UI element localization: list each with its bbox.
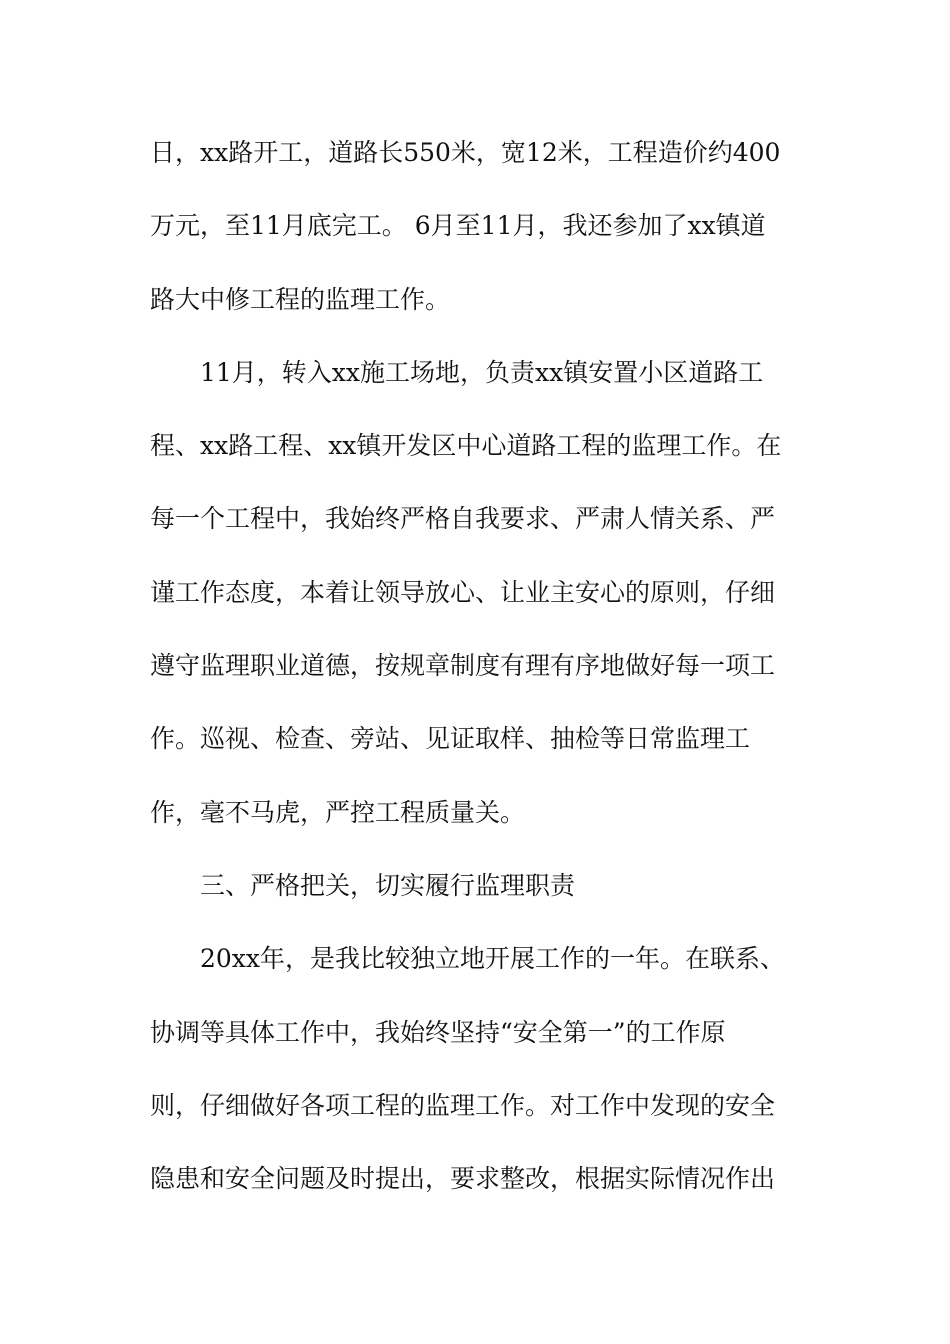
- text-line: 每一个工程中，我始终严格自我要求、严肃人情关系、严: [150, 504, 776, 534]
- text-line: 作。巡视、检查、旁站、见证取样、抽检等日常监理工: [150, 724, 751, 754]
- text-line: 作，毫不马虎，严控工程质量关。: [150, 797, 526, 827]
- text-line: 协调等具体工作中，我始终坚持“安全第一”的工作原: [150, 1017, 726, 1047]
- text-line: 万元，至11月底完工。 6月至11月，我还参加了xx镇道: [150, 211, 766, 241]
- text-line: 日，xx路开工，道路长550米，宽12米，工程造价约400: [150, 138, 781, 167]
- text-line: 则，仔细做好各项工程的监理工作。对工作中发现的安全: [150, 1090, 776, 1120]
- text-line: 隐患和安全问题及时提出，要求整改，根据实际情况作出: [150, 1164, 776, 1194]
- text-line: 谨工作态度，本着让领导放心、让业主安心的原则，仔细: [150, 577, 776, 607]
- text-line: 20xx年，是我比较独立地开展工作的一年。在联系、: [200, 944, 786, 974]
- text-line: 遵守监理职业道德，按规章制度有理有序地做好每一项工: [150, 651, 776, 681]
- text-line: 程、xx路工程、xx镇开发区中心道路工程的监理工作。在: [150, 431, 782, 461]
- section-heading: 三、严格把关，切实履行监理职责: [200, 870, 576, 900]
- text-line: 11月，转入xx施工场地，负责xx镇安置小区道路工: [200, 357, 764, 387]
- text-line: 路大中修工程的监理工作。: [150, 284, 451, 314]
- document-body: [150, 127, 810, 1226]
